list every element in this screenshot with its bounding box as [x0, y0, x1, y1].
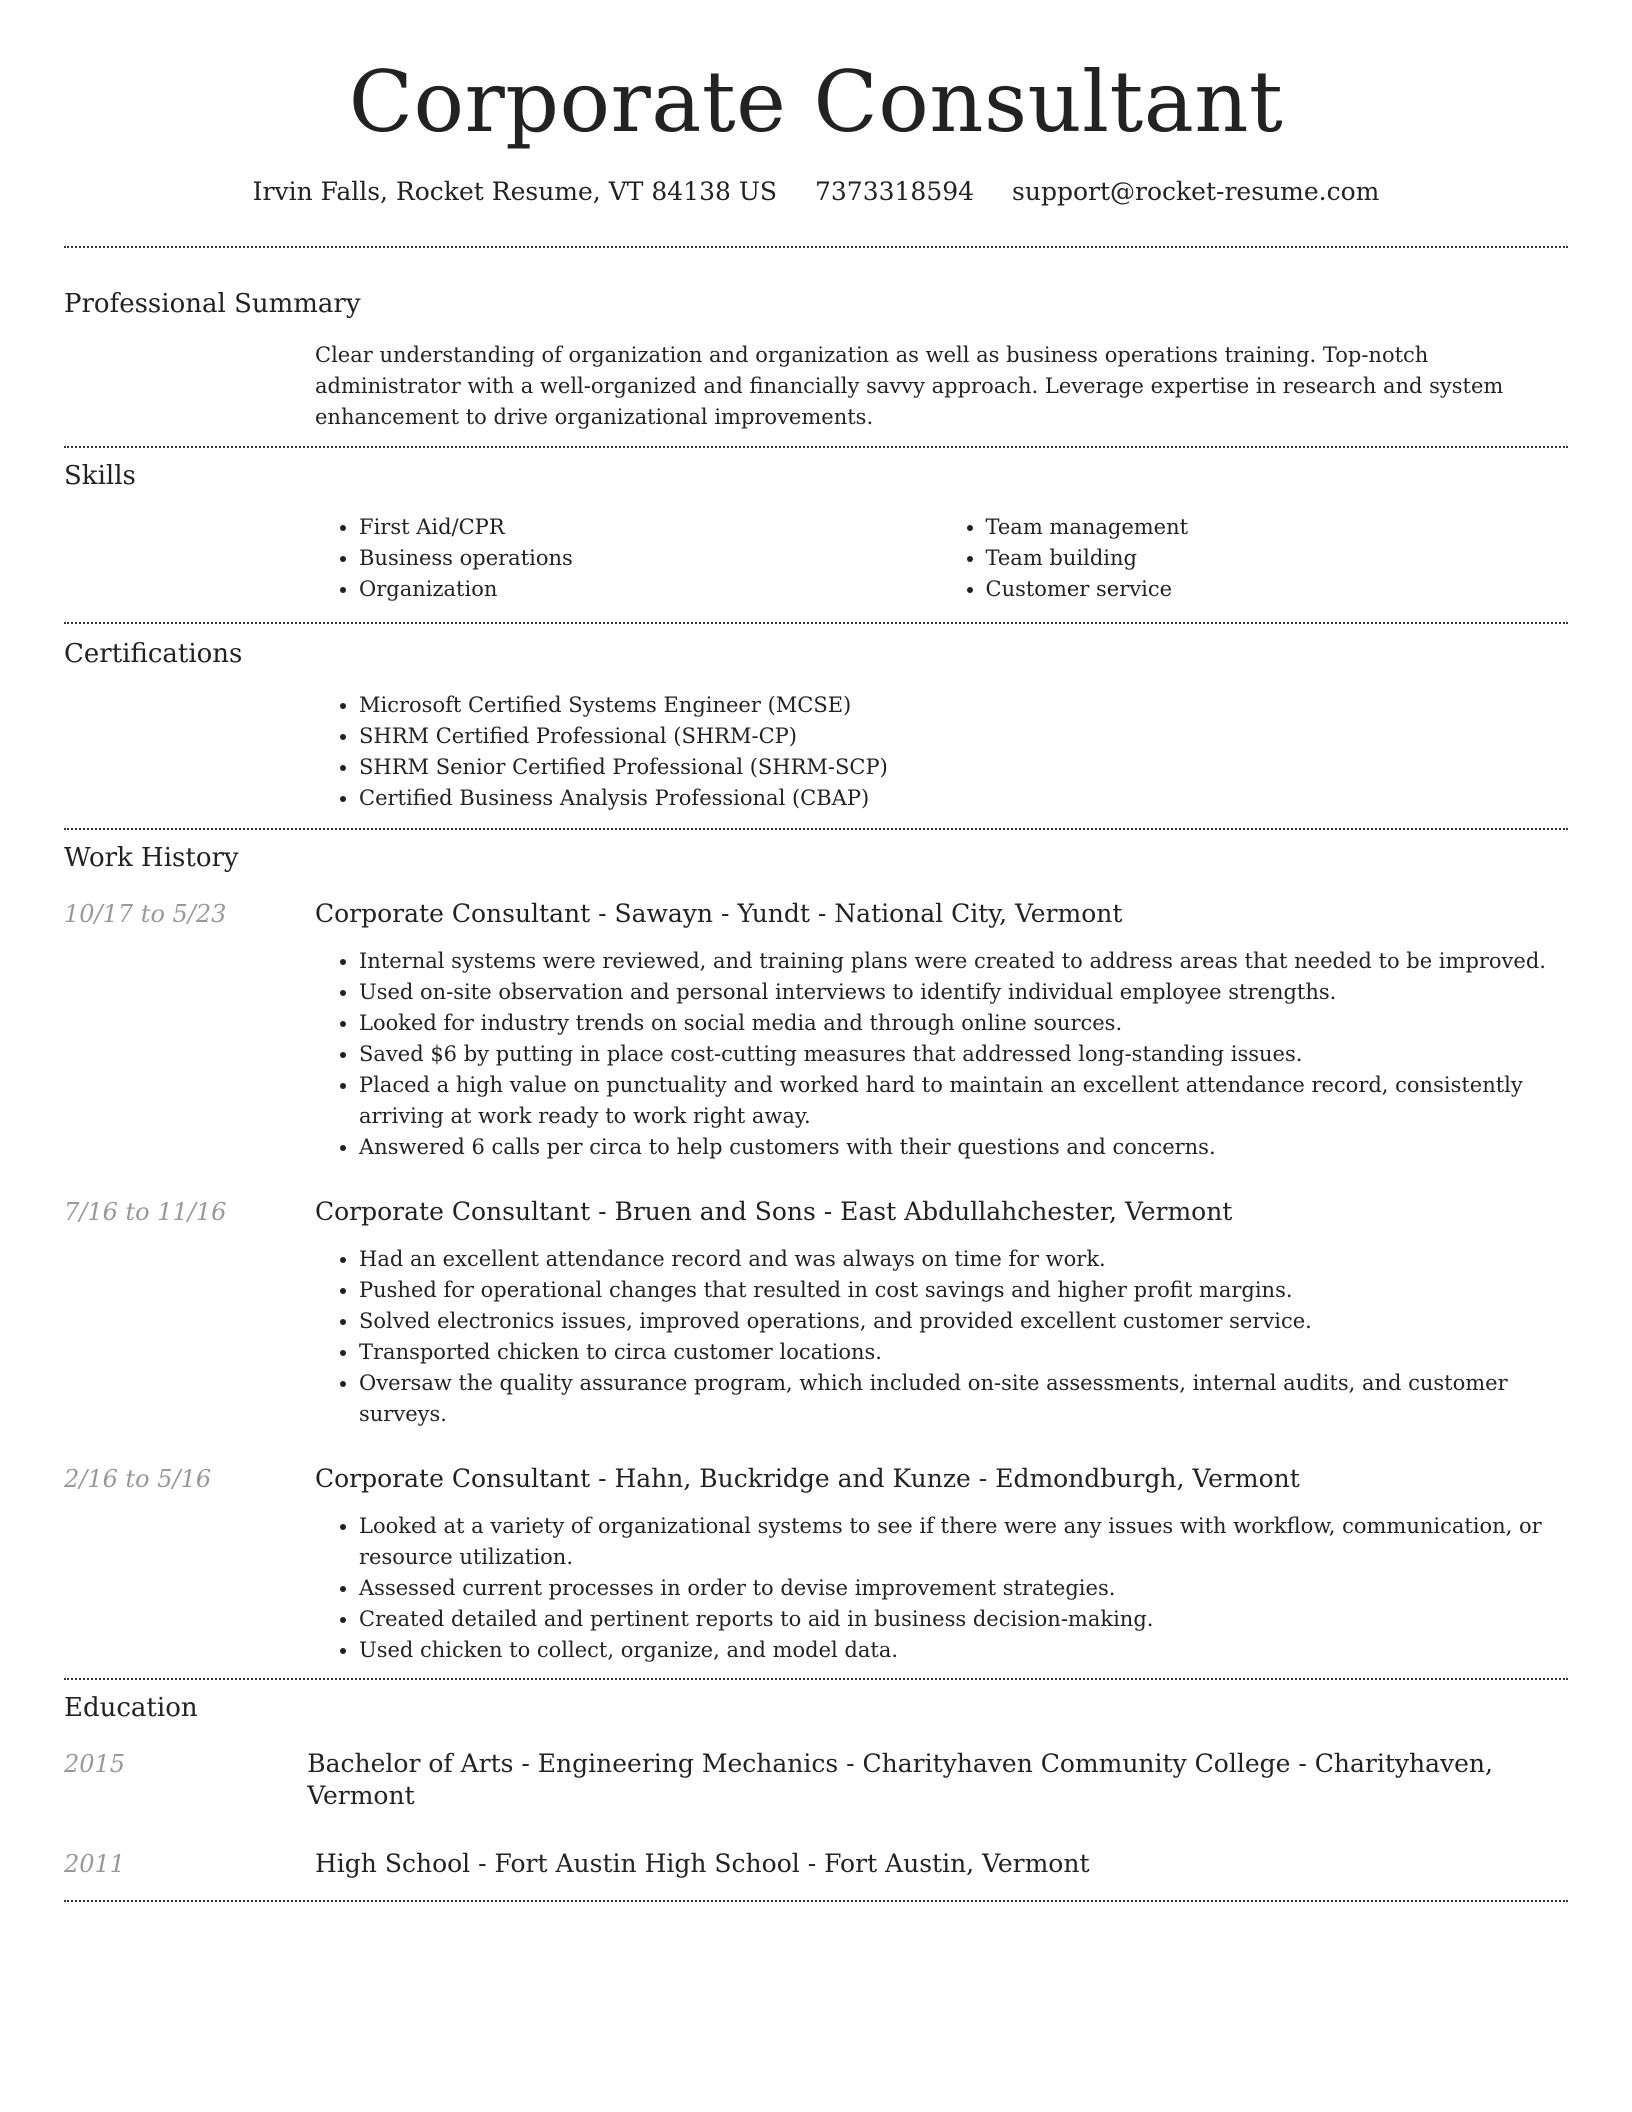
- contact-address: Irvin Falls, Rocket Resume, VT 84138 US: [252, 177, 778, 206]
- job-bullet: • Had an excellent attendance record and was always on time for work.: [359, 1244, 1568, 1275]
- skill-item: • First Aid/CPR: [359, 512, 942, 543]
- education-date: 2015: [64, 1750, 126, 1778]
- summary-section: [64, 248, 1568, 446]
- skills-section: [64, 448, 1568, 622]
- job-entry: [64, 1463, 1568, 1666]
- job-entry: [64, 1196, 1568, 1430]
- skill-item: • Business operations: [359, 543, 942, 574]
- job-bullet: • Oversaw the quality assurance program, which included on-site assessments, internal audits, and customer surveys.: [359, 1368, 1568, 1430]
- certification-item: • SHRM Senior Certified Professional (SHRM-SCP): [359, 752, 1568, 783]
- education-date: 2011: [64, 1850, 126, 1878]
- contact-email: support@rocket-resume.com: [1012, 177, 1380, 206]
- job-bullet: • Looked at a variety of organizational systems to see if there were any issues with workflow, communication, or resource utilization.: [359, 1511, 1568, 1573]
- section-title-education: Education: [64, 1693, 198, 1723]
- job-bullet: • Looked for industry trends on social media and through online sources.: [359, 1008, 1568, 1039]
- job-date: 7/16 to 11/16: [64, 1198, 227, 1226]
- contact-phone: 7373318594: [815, 177, 975, 206]
- certification-item: • Microsoft Certified Systems Engineer (MCSE): [359, 690, 1568, 721]
- candidate-name: Corporate Consultant: [348, 53, 1284, 151]
- job-bullet: • Internal systems were reviewed, and training plans were created to address areas that needed to be improved.: [359, 946, 1568, 977]
- section-title-work: Work History: [64, 843, 239, 873]
- work-history-section: [64, 830, 1568, 1678]
- certifications-list: [315, 690, 1568, 814]
- section-title-summary: Professional Summary: [64, 289, 361, 319]
- job-title: Corporate Consultant - Sawayn - Yundt - National City, Vermont: [315, 899, 1123, 928]
- job-bullet: • Answered 6 calls per circa to help customers with their questions and concerns.: [359, 1132, 1568, 1163]
- job-title: Corporate Consultant - Bruen and Sons - East Abdullahchester, Vermont: [315, 1197, 1233, 1226]
- job-bullet: • Transported chicken to circa customer locations.: [359, 1337, 1568, 1368]
- skills-list-left: [315, 512, 942, 605]
- job-bullet: • Created detailed and pertinent reports to aid in business decision-making.: [359, 1604, 1568, 1635]
- skill-item: • Team management: [986, 512, 1569, 543]
- section-title-skills: Skills: [64, 461, 136, 491]
- education-entry: [64, 1748, 1568, 1812]
- section-title-certifications: Certifications: [64, 639, 243, 669]
- summary-text: Clear understanding of organization and organization as well as business operations training. Top-notch administrator with a well-organized and financially savvy approach. Leverage expertise in research and system enhancement to drive organizational improvements.: [315, 343, 1504, 429]
- job-bullet: • Used on-site observation and personal interviews to identify individual employee strengths.: [359, 977, 1568, 1008]
- job-entry: [64, 898, 1568, 1163]
- certification-item: • Certified Business Analysis Professional (CBAP): [359, 783, 1568, 814]
- education-text: High School - Fort Austin High School - Fort Austin, Vermont: [315, 1849, 1090, 1878]
- certification-item: • SHRM Certified Professional (SHRM-CP): [359, 721, 1568, 752]
- education-entry: [64, 1848, 1568, 1880]
- job-date: 10/17 to 5/23: [64, 900, 227, 928]
- job-bullet: • Pushed for operational changes that resulted in cost savings and higher profit margins.: [359, 1275, 1568, 1306]
- skill-item: • Customer service: [986, 574, 1569, 605]
- job-date: 2/16 to 5/16: [64, 1465, 212, 1493]
- skill-item: • Organization: [359, 574, 942, 605]
- education-section: [64, 1680, 1568, 1900]
- job-bullet: • Used chicken to collect, organize, and model data.: [359, 1635, 1568, 1666]
- certifications-section: [64, 624, 1568, 828]
- job-bullet: • Solved electronics issues, improved operations, and provided excellent customer service.: [359, 1306, 1568, 1337]
- job-bullets: [315, 1511, 1568, 1666]
- job-bullet: • Placed a high value on punctuality and worked hard to maintain an excellent attendance record, consistently arriving at work ready to work right away.: [359, 1070, 1568, 1132]
- skills-list-right: [942, 512, 1569, 605]
- divider: [64, 1900, 1568, 1902]
- skill-item: • Team building: [986, 543, 1569, 574]
- job-bullets: [315, 1244, 1568, 1430]
- education-text: Bachelor of Arts - Engineering Mechanics - Charityhaven Community College - Charityhaven, Vermont: [307, 1749, 1493, 1810]
- job-title: Corporate Consultant - Hahn, Buckridge and Kunze - Edmondburgh, Vermont: [315, 1464, 1300, 1493]
- job-bullet: • Saved $6 by putting in place cost-cutting measures that addressed long-standing issues.: [359, 1039, 1568, 1070]
- job-bullet: • Assessed current processes in order to devise improvement strategies.: [359, 1573, 1568, 1604]
- job-bullets: [315, 946, 1568, 1163]
- contact-line: [64, 172, 1568, 212]
